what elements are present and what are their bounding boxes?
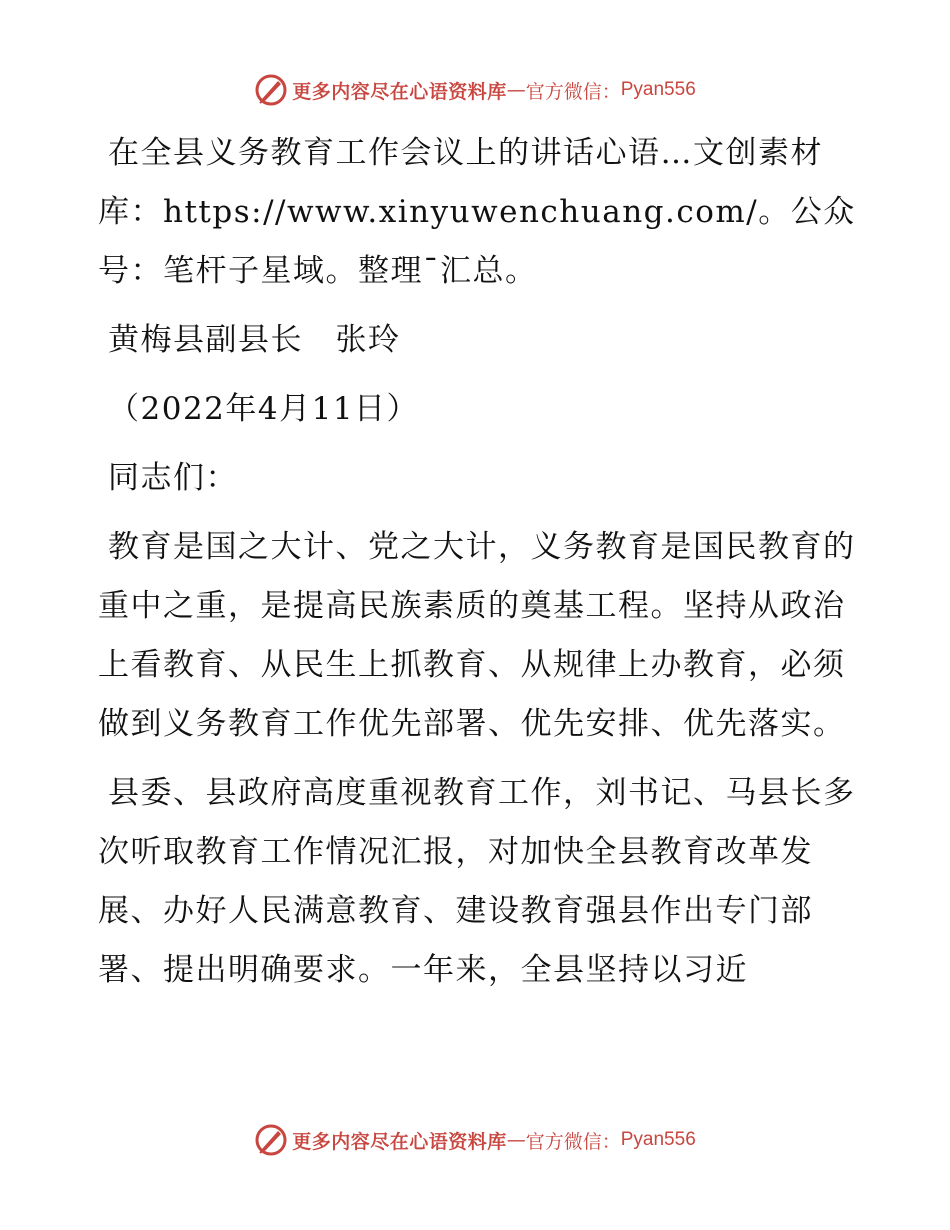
document-body — [98, 124, 858, 1000]
date-line: （2022年4月11日） — [108, 391, 420, 427]
watermark-wechat-label: 官方微信： — [525, 80, 621, 103]
body-paragraph-2: 县委、县政府高度重视教育工作，刘书记、马县长多次听取教育工作情况汇报，对加快全县教育改革发展、办好人民满意教育、建设教育强县作出专门部署、提出明确要求。一年来，全县坚持以习近 — [98, 775, 856, 988]
author-line: 黄梅县副县长 张玲 — [108, 322, 401, 358]
footer-watermark — [0, 1122, 950, 1158]
quill-logo-icon — [254, 1123, 288, 1157]
watermark-handle: Pyan556 — [620, 1129, 696, 1150]
salutation: 同志们： — [108, 460, 238, 496]
header-watermark — [0, 72, 950, 108]
watermark-site: 更多内容尽在心语资料库 — [292, 80, 507, 103]
watermark-wechat-label: 官方微信： — [525, 1130, 621, 1153]
watermark-separator: — — [506, 79, 526, 101]
intro-paragraph: 在全县义务教育工作会议上的讲话心语…文创素材库：https://www.xinyuwenchuang.com/。公众号：笔杆子星域。整理¯汇总。 — [98, 135, 856, 289]
quill-logo-icon — [254, 73, 288, 107]
body-paragraph-1: 教育是国之大计、党之大计，义务教育是国民教育的重中之重，是提高民族素质的奠基工程。坚持从政治上看教育、从民生上抓教育、从规律上办教育，必须做到义务教育工作优先部署、优先安排、优先落实。 — [98, 529, 856, 742]
watermark-handle: Pyan556 — [620, 79, 696, 100]
watermark-separator: — — [506, 1129, 526, 1151]
watermark-site: 更多内容尽在心语资料库 — [292, 1130, 507, 1153]
